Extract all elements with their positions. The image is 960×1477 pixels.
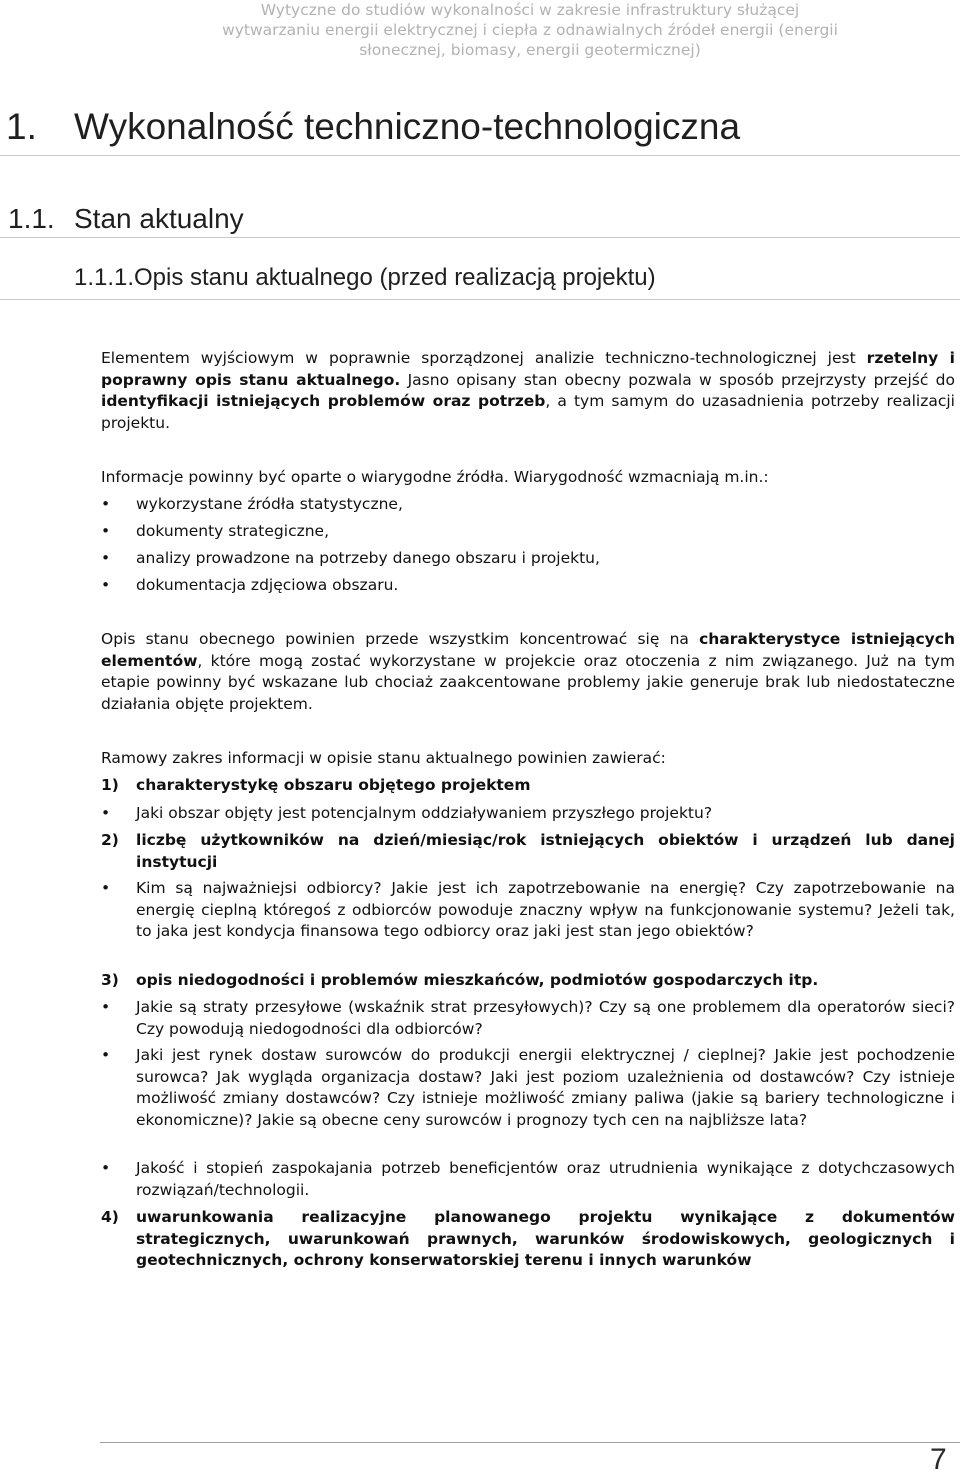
list-item bbox=[101, 803, 955, 825]
section-number: 3) bbox=[101, 971, 119, 989]
bullet-glyph: • bbox=[101, 495, 111, 513]
text-run: Jasno opisany stan obecny pozwala w sposób przejrzysty przejść do bbox=[400, 370, 955, 389]
list-item-text: Jaki jest rynek dostaw surowców do produkcji energii elektrycznej / cieplnej? Jakie jest pochodzenie surowca? Jak wygląda organizacja dostaw? Jaki jest poziom uzależnienia od dostawców? Czy istnieje możliwość zmiany dostawców? Czy istnieje możliwość zmiany paliwa (jakie są bariery technologiczne i ekonomiczne)? Jakie są obecne ceny surowców i prognozy tych cen na najbliższe lata? bbox=[136, 1046, 955, 1129]
heading-rule bbox=[0, 155, 960, 156]
paragraph-scope: Ramowy zakres informacji w opisie stanu aktualnego powinien zawierać: bbox=[101, 749, 666, 767]
list-item bbox=[101, 997, 955, 1040]
list-item bbox=[101, 878, 955, 943]
heading-number: 1.1.1. bbox=[74, 264, 135, 291]
text-run: , które mogą zostać wykorzystane w projekcie oraz otoczenia z nim związanego. Już na tym etapie powinny być wskazane lub chociaż zaakcentowane problemy jakie generuje brak lub niedostateczne działania objęte projektem. bbox=[101, 651, 955, 713]
footer-rule bbox=[100, 1442, 960, 1443]
list-item bbox=[101, 575, 955, 597]
list-item bbox=[101, 1158, 955, 1201]
bullet-glyph: • bbox=[101, 879, 111, 897]
paragraph-sources: Informacje powinny być oparte o wiarygodne źródła. Wiarygodność wzmacniają m.in.: bbox=[101, 468, 769, 486]
header-line: słonecznej, biomasy, energii geotermicznej) bbox=[359, 41, 701, 59]
page-number: 7 bbox=[930, 1443, 947, 1476]
heading-number: 1.1. bbox=[8, 203, 55, 234]
list-item-text: wykorzystane źródła statystyczne, bbox=[136, 495, 403, 513]
bullet-glyph: • bbox=[101, 549, 111, 567]
bullet-glyph: • bbox=[101, 998, 111, 1016]
list-item bbox=[101, 494, 955, 516]
header-line: wytwarzaniu energii elektrycznej i ciepła z odnawialnych źródeł energii (energii bbox=[222, 21, 838, 39]
text-run: Opis stanu obecnego powinien przede wszystkim koncentrować się na bbox=[101, 630, 700, 648]
bold-run: identyfikacji istniejących problemów oraz potrzeb bbox=[101, 392, 546, 410]
heading-3 bbox=[74, 264, 656, 292]
bullet-glyph: • bbox=[101, 576, 111, 594]
list-item-text: dokumenty strategiczne, bbox=[136, 522, 330, 540]
list-item-text: Jakie są straty przesyłowe (wskaźnik strat przesyłowych)? Czy są one problemem dla operatorów sieci? Czy powodują niedogodności dla odbiorców? bbox=[136, 998, 955, 1038]
list-item-text: Kim są najważniejsi odbiorcy? Jakie jest ich zapotrzebowanie na energię? Czy zapotrzebowanie na energię cieplną któregoś z odbiorców powoduje znaczny wpływ na funkcjonowanie systemu? Jeżeli tak, to jaka jest kondycja finansowa tego odbiorcy oraz jaki jest stan jego obiektów? bbox=[136, 879, 955, 940]
section-title: opis niedogodności i problemów mieszkańców, podmiotów gospodarczych itp. bbox=[136, 971, 819, 989]
bullet-glyph: • bbox=[101, 522, 111, 540]
heading-1 bbox=[6, 106, 740, 148]
section-heading bbox=[101, 970, 955, 992]
list-item-text: dokumentacja zdjęciowa obszaru. bbox=[136, 576, 399, 594]
heading-number: 1. bbox=[6, 106, 37, 147]
section-number: 4) bbox=[101, 1208, 119, 1226]
section-title: liczbę użytkowników na dzień/miesiąc/rok istniejących obiektów i urządzeń lub danej instytucji bbox=[136, 831, 955, 871]
heading-2 bbox=[8, 203, 244, 235]
section-heading bbox=[101, 775, 955, 797]
bullet-glyph: • bbox=[101, 1159, 111, 1177]
text-run: Elementem wyjściowym w poprawnie sporządzonej analizie techniczno-technologicznej jest bbox=[101, 349, 867, 367]
list-item-text: Jaki obszar objęty jest potencjalnym oddziaływaniem przyszłego projektu? bbox=[136, 804, 713, 822]
header-line: Wytyczne do studiów wykonalności w zakresie infrastruktury służącej bbox=[260, 1, 800, 19]
heading-title: Stan aktualny bbox=[74, 203, 244, 234]
bold-run: rzetelny i poprawny opis stanu aktualnego. bbox=[101, 349, 955, 389]
list-item-text: analizy prowadzone na potrzeby danego obszaru i projektu, bbox=[136, 549, 600, 567]
paragraph-intro bbox=[101, 348, 955, 434]
section-number: 1) bbox=[101, 776, 119, 794]
bullet-glyph: • bbox=[101, 1046, 111, 1064]
heading-rule bbox=[0, 299, 960, 300]
bold-run: charakterystyce istniejących elementów bbox=[101, 630, 955, 670]
paragraph-focus bbox=[101, 629, 955, 715]
list-item bbox=[101, 521, 955, 543]
heading-title: Opis stanu aktualnego (przed realizacją projektu) bbox=[134, 264, 656, 291]
section-number: 2) bbox=[101, 831, 119, 849]
list-item-text: Jakość i stopień zaspokajania potrzeb beneficjentów oraz utrudnienia wynikające z dotychczasowych rozwiązań/technologii. bbox=[136, 1159, 955, 1199]
section-title: charakterystykę obszaru objętego projektem bbox=[136, 776, 531, 794]
list-item bbox=[101, 548, 955, 570]
section-title: uwarunkowania realizacyjne planowanego projektu wynikające z dokumentów strategicznych, uwarunkowań prawnych, warunków środowiskowych, geologicznych i geotechnicznych, ochrony konserwatorskiej terenu i innych warunków bbox=[136, 1208, 955, 1269]
list-item bbox=[101, 1045, 955, 1131]
heading-title: Wykonalność techniczno-technologiczna bbox=[74, 106, 741, 147]
bullet-glyph: • bbox=[101, 804, 111, 822]
section-heading bbox=[101, 830, 955, 873]
section-heading bbox=[101, 1207, 955, 1272]
running-header bbox=[0, 0, 960, 60]
text-run: , a tym samym do uzasadnienia potrzeby realizacji projektu. bbox=[101, 392, 955, 432]
heading-rule bbox=[0, 237, 960, 238]
